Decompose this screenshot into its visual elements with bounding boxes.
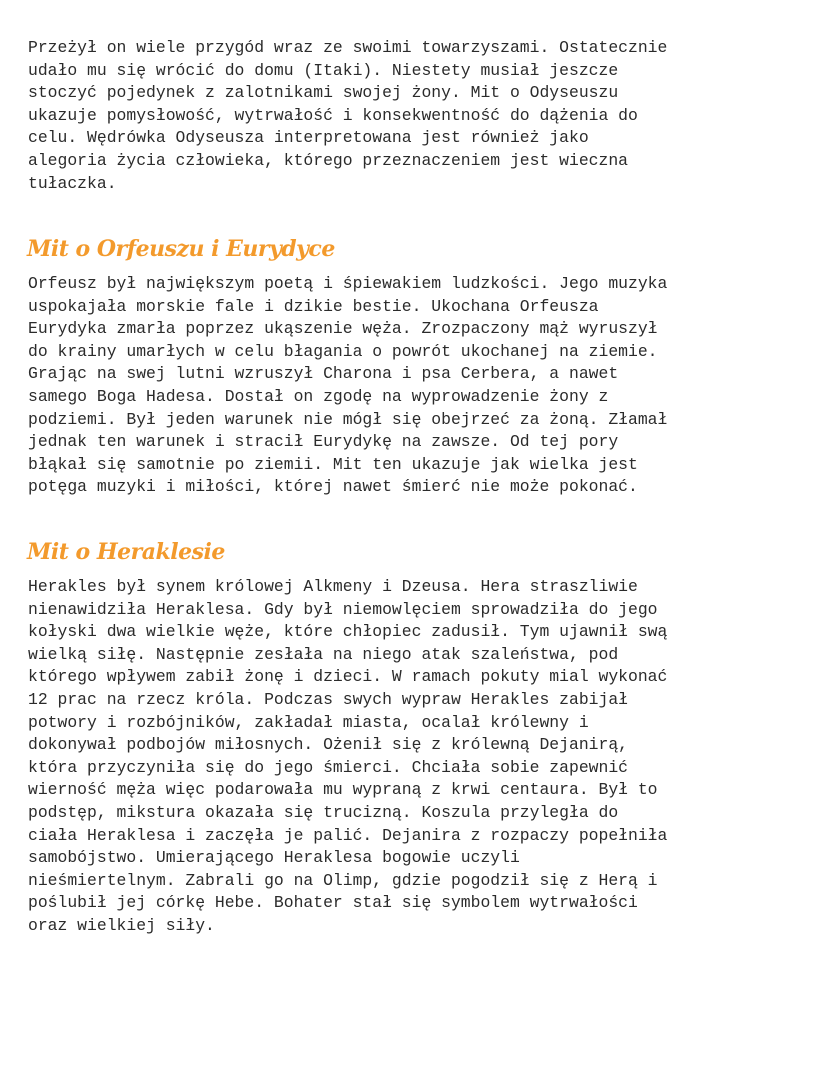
text-line: Przeżył on wiele przygód wraz ze swoimi towarzyszami. Ostatecznie [28,38,668,57]
text-line: wierność męża więc podarowała mu wypraną z krwi centaura. Był to [28,780,658,800]
text-line: kołyski dwa wielkie węże, które chłopiec zadusił. Tym ujawnił swą [28,622,668,642]
paragraph-orpheus [28,273,667,499]
text-line: stoczyć pojedynek z zalotnikami swojej żony. Mit o Odyseuszu [28,83,619,103]
text-line: Grając na swej lutni wzruszył Charona i psa Cerbera, a nawet [28,364,619,384]
text-line: podziemi. Był jeden warunek nie mógł się obejrzeć za żoną. Złamał [28,409,668,429]
text-line: podstęp, mikstura okazała się trucizną. Koszula przyległa do [28,802,619,822]
text-line: którego wpływem zabił żonę i dzieci. W ramach pokuty mial wykonać [28,667,668,687]
text-line: uspokajała morskie fale i dzikie bestie. Ukochana Orfeusza [28,296,599,316]
text-line: poślubił jej córkę Hebe. Bohater stał się symbolem wytrwałości [28,893,638,913]
section-heading-orpheus: Mit o Orfeuszu i Eurydyce [27,236,335,262]
text-line: ukazuje pomysłowość, wytrwałość i konsekwentność do dążenia do [28,105,638,125]
text-line: ciała Heraklesa i zaczęła je palić. Dejanira z rozpaczy popełniła [28,825,668,845]
text-line: tułaczka. [28,173,117,193]
text-line: Herakles był synem królowej Alkmeny i Dzeusa. Hera straszliwie [28,577,638,596]
text-line: udało mu się wrócić do domu (Itaki). Niestety musiał jeszcze [28,60,619,80]
text-line: Eurydyka zmarła poprzez ukąszenie węża. Zrozpaczony mąż wyruszył [28,319,658,339]
text-line: Orfeusz był największym poetą i śpiewakiem ludzkości. Jego muzyka [28,274,668,293]
text-line: celu. Wędrówka Odyseusza interpretowana jest również jako [28,128,589,148]
section-heading-heracles: Mit o Heraklesie [27,539,225,565]
text-line: alegoria życia człowieka, którego przeznaczeniem jest wieczna [28,150,628,170]
text-line: samego Boga Hadesa. Dostał on zgodę na wyprowadzenie żony z [28,386,609,406]
text-line: nienawidziła Heraklesa. Gdy był niemowlęciem sprowadziła do jego [28,599,658,619]
text-line: samobójstwo. Umierającego Heraklesa bogowie uczyli [28,848,520,868]
text-line: nieśmiertelnym. Zabrali go na Olimp, gdzie pogodził się z Herą i [28,870,658,890]
text-line: błąkał się samotnie po ziemii. Mit ten ukazuje jak wielka jest [28,454,638,474]
text-line: do krainy umarłych w celu błagania o powrót ukochanej na ziemie. [28,341,658,361]
text-line: która przyczyniła się do jego śmierci. Chciała sobie zapewnić [28,757,628,777]
text-line: oraz wielkiej siły. [28,915,215,935]
paragraph-odysseus-ending [28,37,667,195]
paragraph-heracles [28,576,667,938]
text-line: 12 prac na rzecz króla. Podczas swych wypraw Herakles zabijał [28,689,628,709]
text-line: potwory i rozbójników, zakładał miasta, ocalał królewny i [28,712,589,732]
text-line: jednak ten warunek i stracił Eurydykę na zawsze. Od tej pory [28,432,619,452]
text-line: wielką siłę. Następnie zesłała na niego atak szaleństwa, pod [28,644,619,664]
text-line: potęga muzyki i miłości, której nawet śmierć nie może pokonać. [28,477,638,497]
text-line: dokonywał podbojów miłosnych. Ożenił się z królewną Dejanirą, [28,735,628,755]
